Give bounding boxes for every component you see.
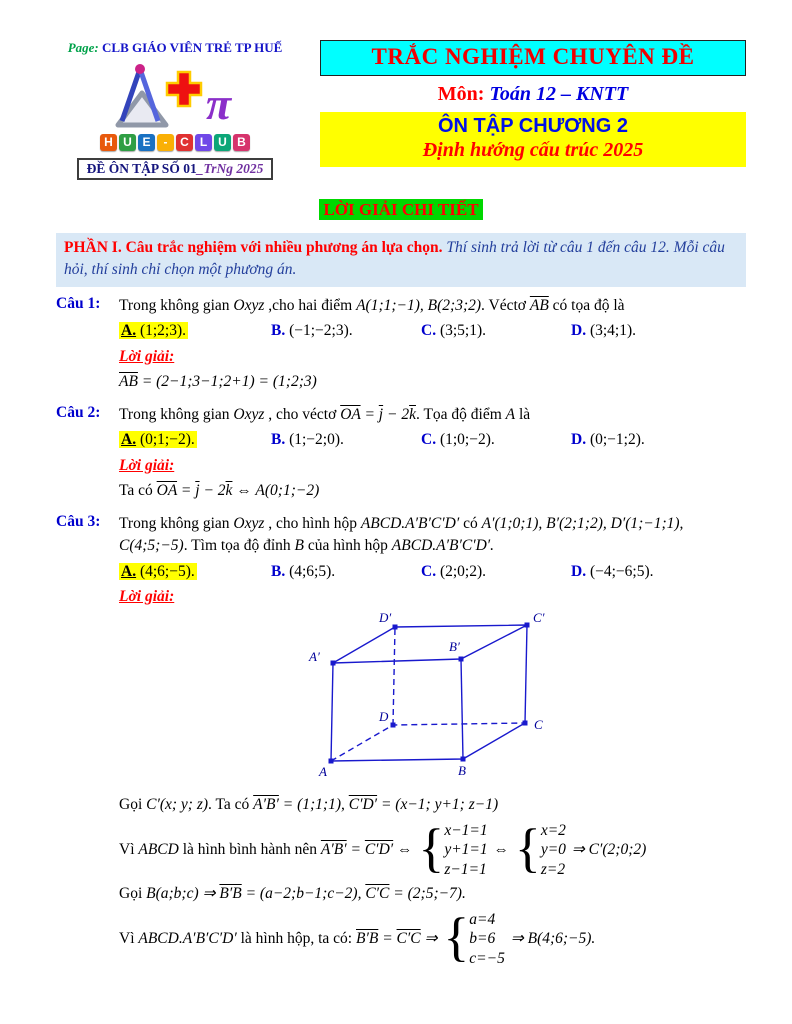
vertex-label-b-prime: B′	[448, 638, 460, 654]
subject-label: Môn:	[437, 83, 485, 105]
question-3-body	[119, 513, 746, 971]
solution-label: Lời giải:	[119, 347, 175, 365]
logo-letter: H	[100, 134, 117, 151]
plus-icon	[167, 72, 201, 106]
part1-heading: PHẦN I. Câu trắc nghiệm với nhiều phương án lựa chọn.	[64, 239, 443, 256]
logo-letter: B	[233, 134, 250, 151]
option-d: D. (−4;−6;5).	[571, 562, 654, 580]
logo-letter: U	[119, 134, 136, 151]
option-a-correct	[119, 561, 271, 583]
header-left	[56, 40, 294, 180]
parallelepiped-figure	[293, 611, 573, 783]
subject-line	[320, 83, 746, 106]
equation-system: { x=2 y=0 z=2	[514, 818, 566, 879]
question-2-solution: Ta có $\overline{OA} = \overline{j} - 2\overline{k}$ ⇔ A(0;1;−2)	[119, 482, 320, 500]
vertex-label-c: C	[533, 716, 543, 732]
logo-letter: -	[157, 134, 174, 151]
vertex-label-a-prime: A′	[308, 648, 320, 664]
header	[56, 40, 746, 180]
vertex-label-d: D	[378, 708, 388, 724]
logo-letter: L	[195, 134, 212, 151]
question-2-text: Trong không gian Oxyz , cho véctơ $\overline{OA} = \overline{j} - 2\overline{k}$. Tọa độ điểm A là	[119, 405, 531, 423]
question-1-solution: $\overline{AB}$ = (2−1;3−1;2+1) = (1;2;3)	[119, 373, 317, 391]
question-3-options	[119, 561, 746, 583]
section-title-row	[56, 200, 746, 220]
option-b: B. (1;−2;0).	[271, 431, 344, 449]
question-1-number: Câu 1:	[56, 295, 101, 312]
exam-set-box	[77, 158, 274, 180]
pi-icon: π	[206, 78, 232, 129]
exam-title-banner: TRẮC NGHIỆM CHUYÊN ĐỀ	[320, 40, 746, 76]
logo-letters	[56, 134, 294, 151]
vertex-markers	[328, 622, 529, 763]
section-title: LỜI GIẢI CHI TIẾT	[319, 199, 482, 220]
club-logo	[56, 59, 294, 151]
equation-system: { a=4 b=6 c=−5	[443, 907, 505, 968]
option-a-correct	[119, 320, 271, 342]
header-right	[320, 40, 746, 180]
logo-letter: E	[138, 134, 155, 151]
option-d: D. (0;−1;2).	[571, 431, 645, 449]
answer-highlight: A. (4;6;−5).	[121, 562, 195, 580]
vertex-label-c-prime: C′	[532, 610, 545, 625]
club-name: CLB GIÁO VIÊN TRẺ TP HUẾ	[102, 40, 283, 55]
question-3-solution-line4: Vì ABCD.A′B′C′D′ là hình hộp, ta có: B′B = C′C ⇒ { a=4 b=6 c=−5 ⇒ B(4;6;−5).	[119, 907, 596, 968]
question-3-solution-line3: Gọi B(a;b;c) ⇒ B′B = (a−2;b−1;c−2), C′C = (2;5;−7).	[119, 885, 466, 903]
solution-label: Lời giải:	[119, 588, 175, 606]
option-b: B. (−1;−2;3).	[271, 322, 353, 340]
question-3-solution-line1: Gọi C′(x; y; z). Ta có A′B′ = (1;1;1), C′D′ = (x−1; y+1; z−1)	[119, 796, 499, 814]
question-3-number: Câu 3:	[56, 512, 101, 530]
vertex-label-a: A	[318, 763, 327, 779]
question-3-text: Trong không gian Oxyz , cho hình hộp ABCD.A′B′C′D′ có A′(1;0;1), B′(2;1;2), D′(1;−1;1), C(4;5;−5). Tìm tọa độ đỉnh B của hình hộp ABCD.A′B′C′D′.	[119, 514, 684, 555]
vertex-label-b: B	[457, 762, 466, 778]
math-logo-graphic	[100, 59, 250, 131]
subject-name: Toán 12 – KNTT	[489, 83, 629, 105]
question-2-number: Câu 2:	[56, 403, 101, 421]
part1-bar	[56, 233, 746, 287]
option-c: C. (2;0;2).	[421, 562, 487, 580]
question-1-text: Trong không gian Oxyz ,cho hai điểm A(1;1;−1), B(2;3;2). Véctơ $\overline{AB}$ có tọa độ là	[119, 297, 625, 314]
answer-highlight: A. (0;1;−2).	[121, 431, 195, 449]
chapter-orientation: Định hướng cấu trúc 2025	[422, 139, 644, 161]
option-d: D. (3;4;1).	[571, 322, 637, 340]
option-b: B. (4;6;5).	[271, 562, 336, 580]
exam-set-name: ĐỀ ÔN TẬP SỐ 01	[86, 161, 197, 176]
vertex-label-d-prime: D′	[378, 610, 391, 625]
option-c: C. (3;5;1).	[421, 322, 487, 340]
page-label: Page:	[67, 40, 99, 55]
exam-set-suffix: _TrNg 2025	[196, 161, 264, 176]
logo-letter: C	[176, 134, 193, 151]
chapter-title: ÔN TẬP CHƯƠNG 2	[438, 115, 628, 137]
option-c: C. (1;0;−2).	[421, 431, 495, 449]
compass-pivot	[135, 64, 145, 74]
question-1-body	[119, 295, 746, 396]
question-3-solution-line2: Vì ABCD là hình bình hành nên A′B′ = C′D′ ⇔ { x−1=1 y+1=1 z−1=1 ⇔ { x=2 y=0 z=2 ⇒ C′(2;0;2)	[119, 818, 647, 879]
question-1-options	[119, 320, 746, 342]
club-line	[56, 40, 294, 56]
solution-label: Lời giải:	[119, 456, 175, 474]
question-3	[56, 513, 746, 971]
question-2-body	[119, 404, 746, 505]
option-a-correct	[119, 429, 271, 451]
question-2	[56, 404, 746, 505]
equation-system: { x−1=1 y+1=1 z−1=1	[418, 818, 488, 879]
figure-wrap	[119, 611, 746, 790]
question-2-options	[119, 429, 746, 451]
logo-letter: U	[214, 134, 231, 151]
question-1	[56, 295, 746, 396]
part1-note: Thí sinh trả lời từ câu 1 đến câu 12. Mỗi câu hỏi, thí sinh chỉ chọn một phương án.	[64, 239, 725, 278]
answer-highlight: A. (1;2;3).	[121, 322, 187, 340]
chapter-banner	[320, 112, 746, 167]
